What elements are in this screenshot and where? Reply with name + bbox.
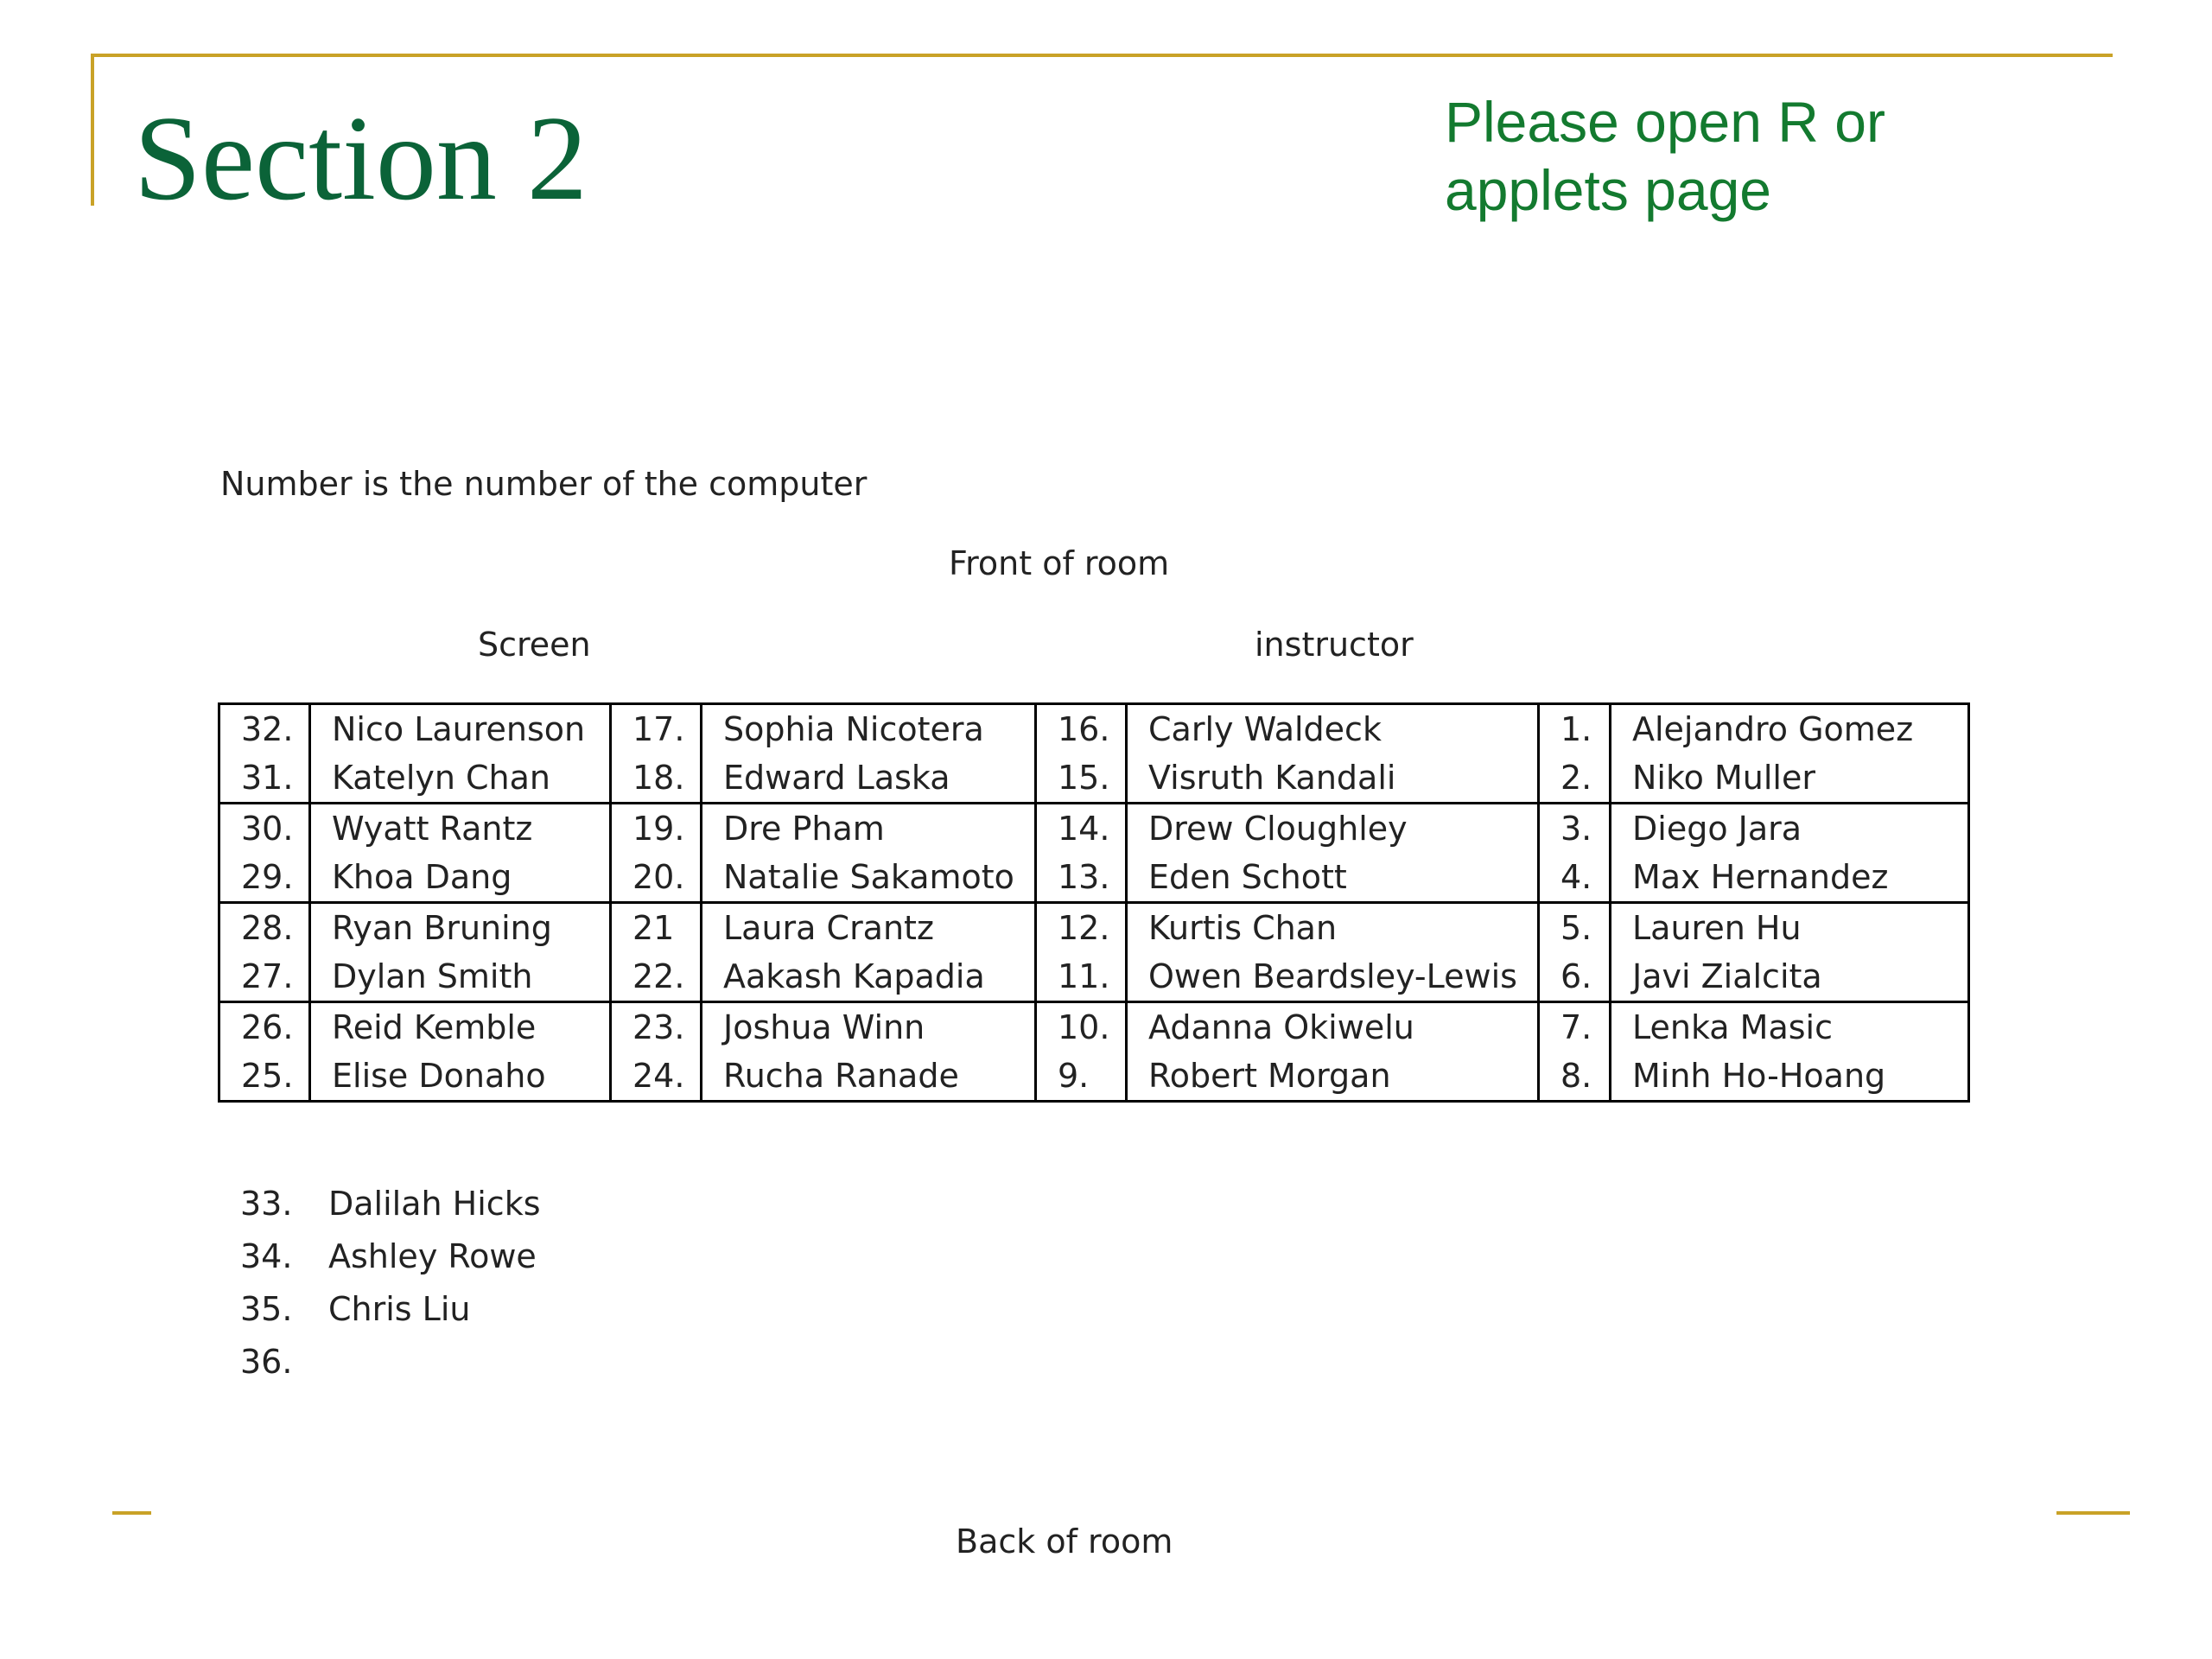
computer-number-cell: 27. — [219, 952, 310, 1002]
table-row — [219, 804, 1969, 854]
computer-number-cell: 15. — [1036, 753, 1127, 804]
table-row — [219, 853, 1969, 903]
student-name: Chris Liu — [328, 1289, 471, 1328]
table-row — [219, 704, 1969, 754]
computer-number-cell: 7. — [1539, 1002, 1611, 1052]
student-name: Ashley Rowe — [328, 1236, 537, 1275]
computer-number-cell: 8. — [1539, 1052, 1611, 1102]
computer-number-cell: 32. — [219, 704, 310, 754]
computer-number: 35. — [240, 1289, 293, 1328]
computer-number-cell: 29. — [219, 853, 310, 903]
decorative-bottom-left-rule — [112, 1511, 151, 1515]
student-name-cell: Katelyn Chan — [310, 753, 611, 804]
student-name-cell: Robert Morgan — [1127, 1052, 1539, 1102]
student-name-cell: Rucha Ranade — [702, 1052, 1036, 1102]
computer-number-cell: 28. — [219, 903, 310, 953]
student-name-cell: Laura Crantz — [702, 903, 1036, 953]
computer-number-cell: 25. — [219, 1052, 310, 1102]
computer-number-cell: 14. — [1036, 804, 1127, 854]
computer-number-cell: 11. — [1036, 952, 1127, 1002]
student-name-cell: Wyatt Rantz — [310, 804, 611, 854]
decorative-top-rule — [91, 54, 2113, 57]
computer-number-cell: 30. — [219, 804, 310, 854]
computer-number-cell: 21 — [611, 903, 702, 953]
slide-subtitle — [1445, 88, 1885, 225]
computer-number-cell: 13. — [1036, 853, 1127, 903]
list-item — [240, 1282, 541, 1335]
student-name: Dalilah Hicks — [328, 1184, 541, 1223]
computer-number-cell: 24. — [611, 1052, 702, 1102]
student-name-cell: Ryan Bruning — [310, 903, 611, 953]
decorative-left-rule — [91, 54, 94, 206]
student-name-cell: Max Hernandez — [1611, 853, 1969, 903]
student-name-cell: Natalie Sakamoto — [702, 853, 1036, 903]
list-item — [240, 1335, 541, 1388]
student-name-cell: Khoa Dang — [310, 853, 611, 903]
student-name-cell: Reid Kemble — [310, 1002, 611, 1052]
back-of-room-label: Back of room — [956, 1522, 1173, 1560]
computer-number-cell: 4. — [1539, 853, 1611, 903]
table-row — [219, 903, 1969, 953]
instructor-label: instructor — [1255, 626, 1414, 664]
computer-number-cell: 23. — [611, 1002, 702, 1052]
computer-number-cell: 26. — [219, 1002, 310, 1052]
extra-seats-list — [240, 1177, 541, 1388]
computer-number-cell: 18. — [611, 753, 702, 804]
student-name-cell: Lenka Masic — [1611, 1002, 1969, 1052]
computer-number-cell: 16. — [1036, 704, 1127, 754]
student-name-cell: Alejandro Gomez — [1611, 704, 1969, 754]
computer-number: 33. — [240, 1184, 293, 1223]
student-name-cell: Niko Muller — [1611, 753, 1969, 804]
student-name-cell: Eden Schott — [1127, 853, 1539, 903]
list-item — [240, 1177, 541, 1230]
student-name-cell: Dre Pham — [702, 804, 1036, 854]
student-name-cell: Owen Beardsley-Lewis — [1127, 952, 1539, 1002]
student-name-cell: Kurtis Chan — [1127, 903, 1539, 953]
table-row — [219, 952, 1969, 1002]
computer-number: 34. — [240, 1236, 293, 1275]
student-name-cell: Dylan Smith — [310, 952, 611, 1002]
screen-label: Screen — [478, 626, 591, 664]
computer-number-cell: 10. — [1036, 1002, 1127, 1052]
student-name-cell: Carly Waldeck — [1127, 704, 1539, 754]
student-name-cell: Minh Ho-Hoang — [1611, 1052, 1969, 1102]
student-name-cell: Nico Laurenson — [310, 704, 611, 754]
computer-number-cell: 22. — [611, 952, 702, 1002]
student-name-cell: Javi Zialcita — [1611, 952, 1969, 1002]
computer-number-cell: 9. — [1036, 1052, 1127, 1102]
student-name-cell: Sophia Nicotera — [702, 704, 1036, 754]
computer-number-cell: 12. — [1036, 903, 1127, 953]
student-name-cell: Diego Jara — [1611, 804, 1969, 854]
list-item — [240, 1230, 541, 1282]
computer-number-cell: 17. — [611, 704, 702, 754]
computer-number-cell: 19. — [611, 804, 702, 854]
student-name-cell: Aakash Kapadia — [702, 952, 1036, 1002]
computer-number-caption: Number is the number of the computer — [220, 465, 868, 503]
student-name-cell: Elise Donaho — [310, 1052, 611, 1102]
computer-number-cell: 5. — [1539, 903, 1611, 953]
student-name-cell: Adanna Okiwelu — [1127, 1002, 1539, 1052]
student-name-cell: Lauren Hu — [1611, 903, 1969, 953]
front-of-room-label: Front of room — [949, 544, 1170, 582]
computer-number-cell: 31. — [219, 753, 310, 804]
computer-number-cell: 20. — [611, 853, 702, 903]
table-row — [219, 1002, 1969, 1052]
computer-number-cell: 6. — [1539, 952, 1611, 1002]
computer-number-cell: 3. — [1539, 804, 1611, 854]
computer-number-cell: 2. — [1539, 753, 1611, 804]
student-name-cell: Drew Cloughley — [1127, 804, 1539, 854]
computer-number-cell: 1. — [1539, 704, 1611, 754]
computer-number: 36. — [240, 1342, 293, 1381]
slide-title: Section 2 — [134, 92, 588, 226]
student-name-cell: Visruth Kandali — [1127, 753, 1539, 804]
subtitle-line-2: applets page — [1445, 158, 1771, 222]
table-row — [219, 753, 1969, 804]
student-name-cell: Edward Laska — [702, 753, 1036, 804]
student-name-cell: Joshua Winn — [702, 1002, 1036, 1052]
table-row — [219, 1052, 1969, 1102]
decorative-bottom-right-rule — [2056, 1511, 2130, 1515]
seating-chart-table — [218, 702, 1970, 1103]
subtitle-line-1: Please open R or — [1445, 90, 1885, 154]
